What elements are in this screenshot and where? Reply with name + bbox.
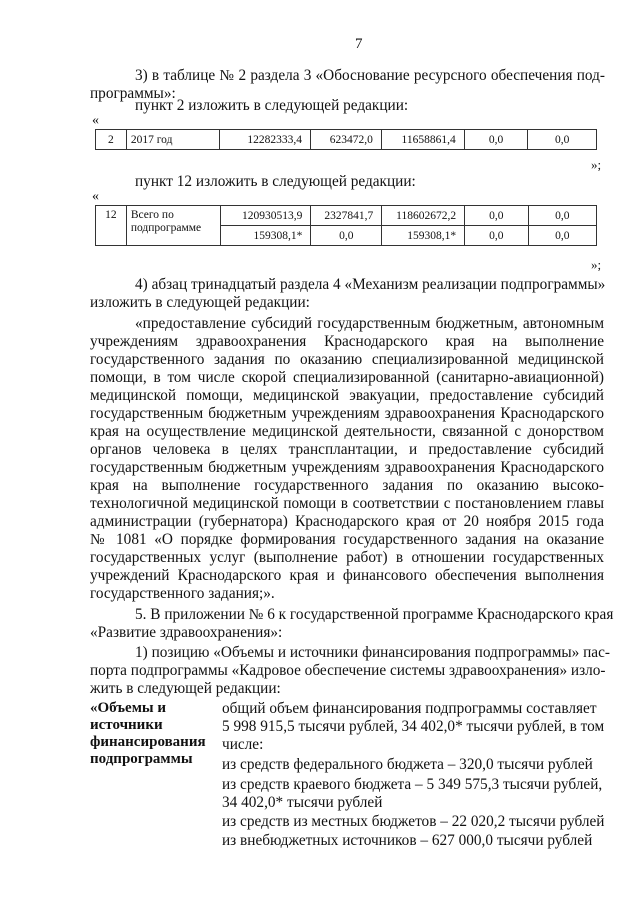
table-cell: 0,0: [528, 206, 596, 226]
funding-line: 34 402,0* тысячи рублей: [222, 794, 383, 811]
table-cell: 159308,1*: [382, 226, 465, 246]
paragraph-line: органов человека в целях трансплантации, и предоставление субсидий: [90, 441, 604, 458]
table-cell: 0,0: [464, 130, 528, 150]
item5-1-line3: жить в следующей редакции:: [90, 680, 281, 697]
item3-line1: 3) в таблице № 2 раздела 3 «Обоснование ресурсного обеспечения под-: [135, 67, 605, 84]
funding-line: из внебюджетных источников – 627 000,0 тысячи рублей: [222, 832, 593, 849]
item4-line1: 4) абзац тринадцатый раздела 4 «Механизм реализации подпрограммы»: [135, 276, 606, 293]
table-cell-label: [126, 206, 220, 246]
funding-line: из средств из местных бюджетов – 22 020,2 тысячи рублей: [222, 813, 605, 830]
funding-label-line: подпрограммы: [90, 751, 193, 767]
paragraph-line: технологичной медицинской помощи в соответствии с постановлением главы: [90, 495, 604, 512]
table-cell: 12282333,4: [220, 130, 311, 150]
paragraph-line: государственного задания;».: [90, 585, 275, 602]
funding-label: [90, 700, 206, 768]
funding-line: из средств федерального бюджета – 320,0 тысячи рублей: [222, 756, 593, 773]
table-cell: 118602672,2: [382, 206, 465, 226]
paragraph-line: учреждениям здравоохранения Краснодарского края на выполнение: [90, 333, 604, 350]
table-cell: 2327841,7: [311, 206, 382, 226]
table-cell: 0,0: [465, 206, 528, 226]
paragraph-line: государственных услуг (выполнение работ) в отношении государственных: [90, 549, 604, 566]
paragraph-line: государственного задания по оказанию специализированной медицинской: [90, 351, 604, 368]
funding-line: общий объем финансирования подпрограммы составляет: [222, 700, 597, 717]
paragraph-line: края на выполнение государственного задания по оказанию высоко-: [90, 477, 604, 494]
table-row-item12: [95, 205, 597, 246]
quote-open-1: «: [92, 113, 99, 128]
funding-line: числе:: [222, 736, 264, 753]
paragraph-line: администрации (губернатора) Краснодарского края от 20 ноября 2015 года: [90, 513, 604, 530]
table-cell: 12: [96, 206, 127, 246]
funding-line: из средств краевого бюджета – 5 349 575,3 тысячи рублей,: [222, 776, 603, 793]
item12-intro: пункт 12 изложить в следующей редакции:: [135, 173, 416, 190]
paragraph-line: края на осуществление медицинской деятельности, связанной с донорством: [90, 423, 604, 440]
table-cell: 120930513,9: [220, 206, 311, 226]
table-cell: 623472,0: [311, 130, 382, 150]
paragraph-line: государственным бюджетным учреждениям здравоохранения Краснодарского: [90, 405, 604, 422]
funding-label-line: источники: [90, 717, 163, 733]
table-cell: 2017 год: [126, 130, 219, 150]
table-row: [96, 206, 597, 226]
funding-line: 5 998 915,5 тысячи рублей, 34 402,0* тысячи рублей, в том: [222, 718, 605, 735]
quote-close-2: »;: [591, 257, 602, 272]
funding-label-line: «Объемы и: [90, 700, 167, 716]
table-row: [96, 130, 597, 150]
table-cell: 0,0: [528, 226, 596, 246]
paragraph-line: медицинской помощи, медицинской эвакуации, предоставление субсидий: [90, 387, 604, 404]
item5-line1: 5. В приложении № 6 к государственной программе Краснодарского края: [135, 606, 614, 623]
item5-line2: «Развитие здравоохранения»:: [90, 624, 283, 641]
paragraph-line: учреждений Краснодарского края и финансового обеспечения выполнения: [90, 567, 604, 584]
item4-line2: изложить в следующей редакции:: [90, 294, 310, 311]
table-cell: 0,0: [465, 226, 528, 246]
item3-line3: пункт 2 изложить в следующей редакции:: [135, 97, 409, 114]
table-cell: 159308,1*: [220, 226, 311, 246]
table-cell: 2: [96, 130, 127, 150]
item5-1-line2: порта подпрограммы «Кадровое обеспечение системы здравоохранения» излo-: [90, 662, 606, 679]
quote-open-2: «: [92, 189, 99, 204]
table-cell: 11658861,4: [381, 130, 464, 150]
paragraph-line: «предоставление субсидий государственным бюджетным, автономным: [135, 315, 604, 332]
item5-1-line1: 1) позицию «Объемы и источники финансирования подпрограммы» пас-: [135, 644, 610, 661]
paragraph-line: помощи, в том числе скорой специализированной (санитарно-авиационной): [90, 369, 604, 386]
table-cell: 0,0: [311, 226, 382, 246]
label-line: подпрограмме: [130, 222, 202, 234]
table-row-item2: [95, 129, 597, 150]
paragraph-line: государственным бюджетным учреждениям здравоохранения Краснодарского: [90, 459, 604, 476]
paragraph-line: № 1081 «О порядке формирования государственного задания на оказание: [90, 531, 604, 548]
label-line: Всего по: [130, 209, 174, 221]
table-cell: 0,0: [528, 130, 597, 150]
quote-close-1: »;: [591, 157, 602, 172]
funding-label-line: финансирования: [90, 734, 206, 750]
page-number: 7: [355, 36, 363, 52]
item3-line2: программы»:: [90, 85, 176, 102]
